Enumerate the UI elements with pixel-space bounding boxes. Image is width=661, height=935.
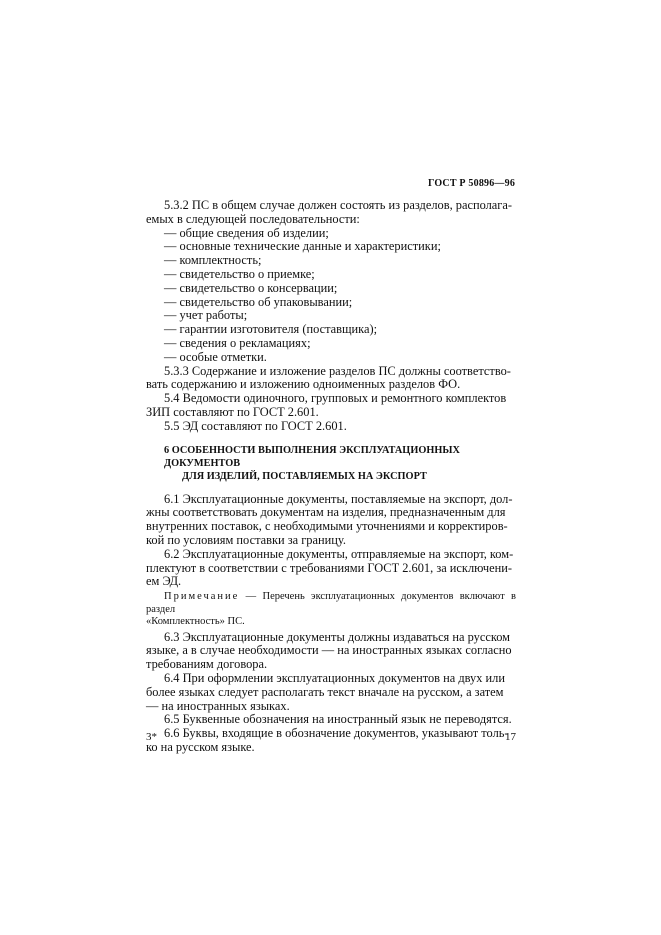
signature-mark: 3*	[146, 731, 157, 743]
paragraph-5-4: 5.4 Ведомости одиночного, групповых и ремонтного комплектов ЗИП составляют по ГОСТ 2.601.	[146, 391, 507, 419]
list-item: — сведения о рекламациях;	[164, 335, 311, 350]
list-item: — свидетельство об упаковывании;	[164, 294, 353, 309]
paragraph-5-3-2: 5.3.2 ПС в общем случае должен состоять из разделов, располага- емых в следующей последовательности:	[146, 198, 513, 226]
paragraph-6-2: 6.2 Эксплуатационные документы, отправляемые на экспорт, ком- плектуют в соответствии с требованиями ГОСТ 2.601, за исключени- ем ЭД.	[146, 546, 514, 589]
paragraph-5-3-3: 5.3.3 Содержание и изложение разделов ПС должны соответство- вать содержанию и изложению одноименных разделов ФО.	[146, 363, 511, 392]
note-label: Примечание	[164, 591, 240, 603]
list-item: — гарантии изготовителя (поставщика);	[164, 322, 378, 337]
document-code: ГОСТ Р 50896—96	[428, 178, 516, 189]
list-item: — общие сведения об изделии;	[164, 225, 329, 240]
list-item: — свидетельство о приемке;	[164, 266, 315, 281]
list-item: — свидетельство о консервации;	[164, 280, 338, 295]
paragraph-5-5: 5.5 ЭД составляют по ГОСТ 2.601.	[164, 418, 347, 433]
page-number: 17	[505, 731, 516, 743]
paragraph-6-1: 6.1 Эксплуатационные документы, поставляемые на экспорт, дол- жны соответствовать документам на изделия, предназначенным для внутренних поставок, с необходимыми уточнениями и корректиров- кой по условиям поставки за границу.	[146, 491, 513, 547]
section-heading: 6 ОСОБЕННОСТИ ВЫПОЛНЕНИЯ ЭКСПЛУАТАЦИОННЫХ ДОКУМЕНТОВ ДЛЯ ИЗДЕЛИЙ, ПОСТАВЛЯЕМЫХ НА ЭКСПОРТ	[164, 444, 460, 482]
list-item: — основные технические данные и характеристики;	[164, 239, 441, 254]
paragraph-6-5: 6.5 Буквенные обозначения на иностранный язык не переводятся.	[164, 712, 512, 727]
paragraph-6-4: 6.4 При оформлении эксплуатационных документов на двух или более языках следует располагать текст вначале на русском, а затем — на иностранных языках.	[146, 671, 505, 713]
list-item: — учет работы;	[164, 308, 248, 323]
paragraph-6-3: 6.3 Эксплуатационные документы должны издаваться на русском языке, а в случае необходимости — на иностранных языках согласно требованиям договора.	[146, 629, 512, 672]
note: Примечание — Перечень эксплуатационных документов включают в раздел «Комплектность» ПС.	[146, 591, 516, 628]
list-item: — особые отметки.	[164, 349, 267, 364]
document-body	[146, 199, 516, 755]
list-item: — комплектность;	[164, 253, 262, 268]
paragraph-6-6: 6.6 Буквы, входящие в обозначение документов, указывают толь- ко на русском языке.	[146, 726, 509, 754]
